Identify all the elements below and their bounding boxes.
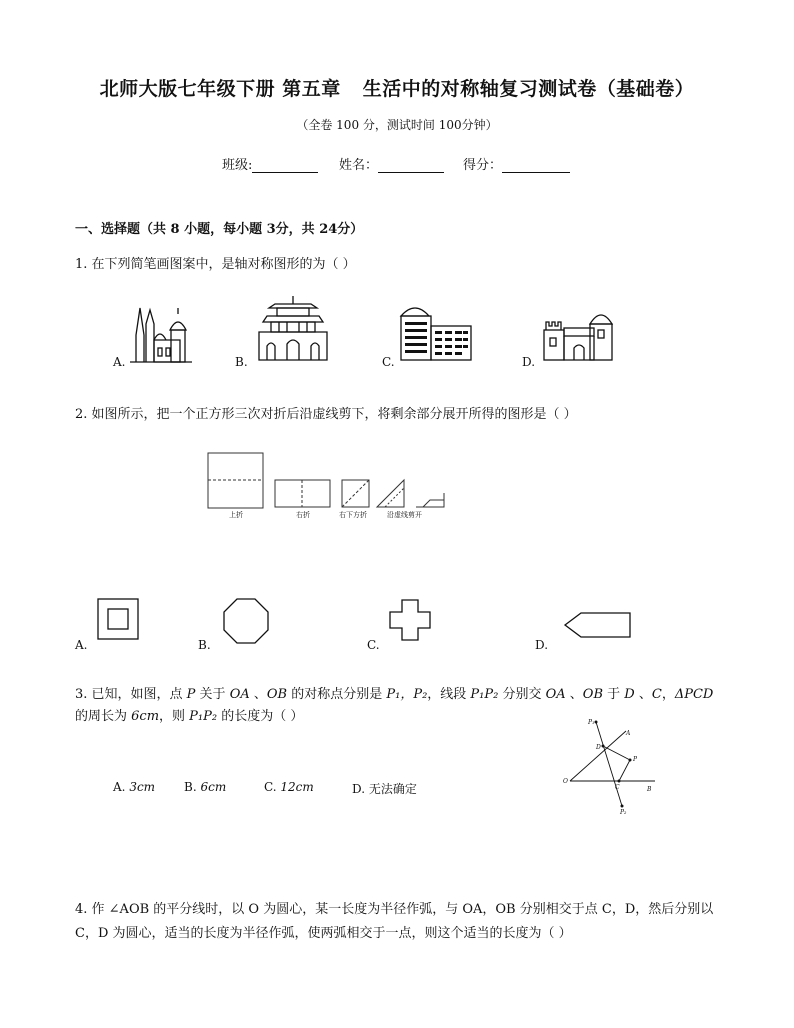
q3-math-perimeter: 6cm bbox=[131, 709, 160, 724]
q2-option-d[interactable]: D. bbox=[535, 638, 549, 652]
q3-math-ob: OB bbox=[582, 687, 604, 702]
title-part1: 北师大版七年级下册 第五章 bbox=[99, 78, 341, 100]
q3-option-b-value: 6cm bbox=[200, 780, 227, 794]
question-4-text bbox=[75, 898, 735, 946]
q3-math-oa: OA bbox=[545, 687, 566, 702]
q3-option-b[interactable] bbox=[184, 780, 226, 794]
q3-option-d-value: 无法确定 bbox=[368, 782, 417, 796]
label-p2: P₂ bbox=[620, 809, 627, 816]
class-field bbox=[222, 154, 318, 173]
q3-option-c-value: 12cm bbox=[280, 780, 314, 794]
q3-option-b-label: B. bbox=[184, 780, 197, 794]
q1-option-a[interactable]: A. bbox=[113, 355, 126, 369]
label-c: C bbox=[615, 784, 620, 791]
castle-a-drawing[interactable] bbox=[128, 300, 198, 368]
q2-option-a[interactable]: A. bbox=[75, 638, 88, 652]
label-a: A bbox=[626, 730, 631, 737]
q3-text-run: 、 bbox=[249, 687, 267, 702]
symmetry-figure bbox=[560, 718, 670, 818]
q2-option-b[interactable]: B. bbox=[198, 638, 211, 652]
q3-math-segment: P₁P₂ bbox=[189, 709, 218, 724]
q2-option-c[interactable]: C. bbox=[367, 638, 380, 652]
q3-text-run: ，则 bbox=[159, 709, 190, 724]
q3-option-a[interactable] bbox=[113, 780, 155, 794]
q1-option-b[interactable]: B. bbox=[235, 355, 248, 369]
title-part2: 生活中的对称轴复习测试卷（基础卷） bbox=[362, 78, 695, 100]
fold-caption-2: 右折 bbox=[296, 511, 310, 519]
q4-line-1: 4. 作 ∠AOB 的平分线时，以 O 为圆心，某一长度为半径作弧，与 OA，OB 分别相交于点 C，D，然后分别以 bbox=[75, 902, 714, 917]
name-blank[interactable] bbox=[378, 158, 444, 173]
fold-caption-4: 沿虚线剪开 bbox=[387, 511, 422, 519]
pentagon-arrow-shape[interactable] bbox=[564, 612, 632, 640]
q3-math-d: D bbox=[624, 687, 635, 702]
q3-option-a-value: 3cm bbox=[129, 780, 156, 794]
q3-text-run: 于 bbox=[603, 687, 625, 702]
label-o: O bbox=[563, 778, 568, 785]
q3-text-run: ，线段 bbox=[427, 687, 471, 702]
label-b: B bbox=[647, 786, 652, 793]
wall-d-drawing[interactable] bbox=[540, 302, 620, 364]
fold-caption-1: 上折 bbox=[229, 511, 243, 519]
label-p1: P₁ bbox=[588, 719, 595, 726]
fold-cut-5 bbox=[423, 493, 444, 507]
label-d: D bbox=[596, 744, 601, 751]
exam-subtitle: （全卷 100 分，测试时间 100分钟） bbox=[296, 118, 498, 132]
q3-text-run: 、 bbox=[634, 687, 652, 702]
q1-option-d[interactable]: D. bbox=[522, 355, 536, 369]
q3-text-run: 、 bbox=[565, 687, 583, 702]
score-blank[interactable] bbox=[502, 158, 570, 173]
q3-option-a-label: A. bbox=[113, 780, 126, 794]
pagoda-b-drawing[interactable] bbox=[253, 292, 333, 364]
score-label: 得分： bbox=[463, 158, 503, 173]
q3-math-triangle: ΔPCD bbox=[674, 687, 714, 702]
segment-p1p2 bbox=[596, 722, 622, 806]
square-frame-shape[interactable] bbox=[97, 598, 141, 642]
q3-text-run: 3. 已知，如图，点 bbox=[75, 687, 187, 702]
q3-text-run: 的对称点分别是 bbox=[287, 687, 387, 702]
buildings-c-drawing[interactable] bbox=[395, 298, 475, 364]
q3-text-run: 关于 bbox=[195, 687, 230, 702]
q3-option-d[interactable] bbox=[352, 780, 417, 797]
name-label: 姓名： bbox=[339, 158, 379, 173]
q3-math-oa: OA bbox=[229, 687, 250, 702]
class-blank[interactable] bbox=[252, 158, 318, 173]
q1-option-c[interactable]: C. bbox=[382, 355, 395, 369]
q3-text-run: 的长度为（ ） bbox=[217, 709, 304, 724]
q3-text-run: 分别交 bbox=[498, 687, 546, 702]
q3-math-p1p2: P₁，P₂ bbox=[386, 687, 428, 702]
segment-pc bbox=[619, 760, 630, 781]
fold-triangle-4 bbox=[377, 480, 404, 507]
fold-caption-3: 右下方折 bbox=[339, 511, 367, 519]
q3-math-ob: OB bbox=[266, 687, 288, 702]
q3-math-c: C bbox=[651, 687, 662, 702]
q3-text-run: ， bbox=[661, 687, 675, 702]
q3-math-segment: P₁P₂ bbox=[470, 687, 499, 702]
score-field bbox=[463, 154, 570, 173]
section-heading: 一、选择题（共 8 小题，每小题 3分，共 24分） bbox=[75, 222, 364, 237]
question-1-text: 1. 在下列简笔画图案中，是轴对称图形的为（ ） bbox=[75, 257, 356, 272]
octagon-shape[interactable] bbox=[221, 598, 271, 648]
ray-oa bbox=[570, 731, 626, 781]
page-title bbox=[0, 74, 794, 101]
class-label: 班级: bbox=[222, 158, 253, 173]
question-2-text: 2. 如图所示，把一个正方形三次对折后沿虚线剪下，将剩余部分展开所得的图形是（ ） bbox=[75, 407, 577, 422]
cross-shape[interactable] bbox=[389, 599, 433, 643]
q3-math-p: P bbox=[186, 687, 196, 702]
name-field bbox=[339, 154, 444, 173]
q4-line-2: C，D 为圆心，适当的长度为半径作弧，使两弧相交于一点，则这个适当的长度为（ ） bbox=[75, 926, 572, 941]
q3-option-c-label: C. bbox=[264, 780, 277, 794]
q3-option-c[interactable] bbox=[264, 780, 314, 794]
label-p: P bbox=[633, 756, 638, 763]
q3-text-run: 的周长为 bbox=[75, 709, 132, 724]
q3-option-d-label: D. bbox=[352, 782, 366, 796]
